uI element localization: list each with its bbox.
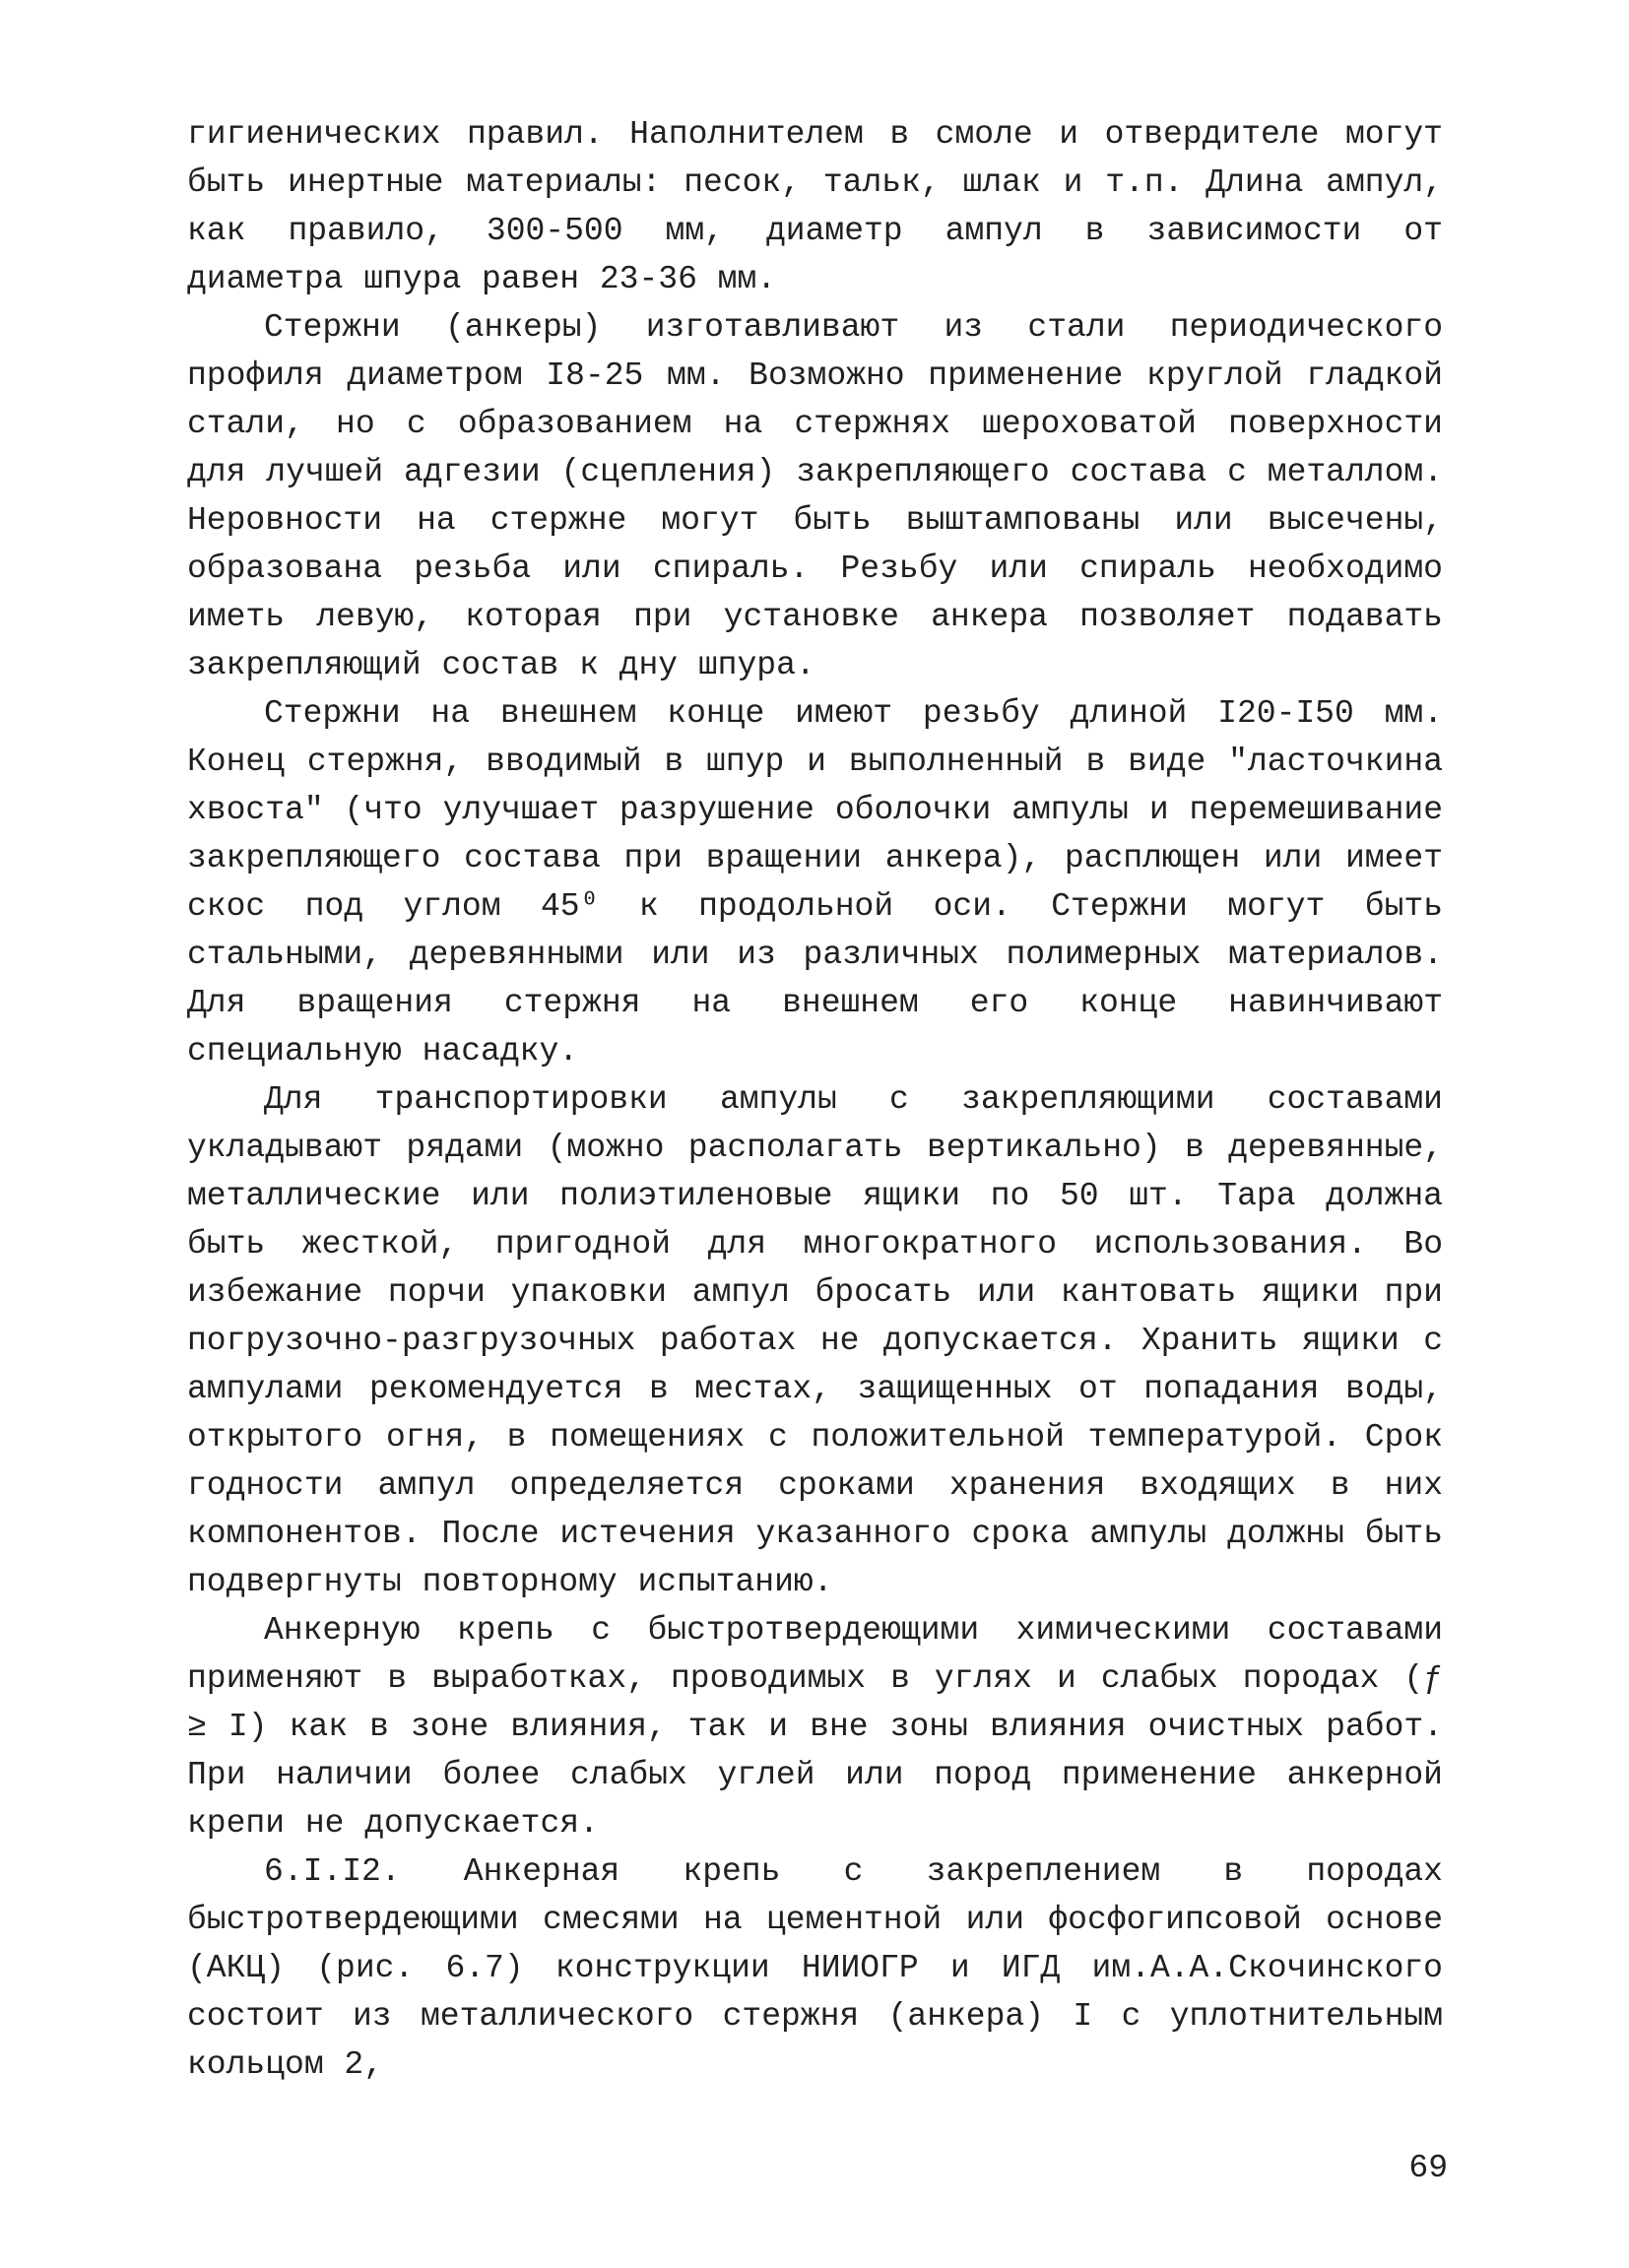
paragraph: 6.I.I2. Анкерная крепь с закреплением в породах быстротвердеющими смесями на цементной или фосфогипсовой основе (АКЦ) (рис. 6.7) конструкции НИИОГР и ИГД им.А.А.Скочинского состоит из металлического стержня (анкера) I с уплотнительным кольцом 2, [187,1853,1443,2083]
paragraph: гигиенических правил. Наполнителем в смоле и отвердителе могут быть инертные материалы: песок, тальк, шлак и т.п. Длина ампул, как правило, 300-500 мм, диаметр ампул в зависимости от диаметра шпура равен 23-36 мм. [187,116,1443,297]
page-number: 69 [1408,2150,1448,2186]
paragraph: Стержни на внешнем конце имеют резьбу длиной I20-I50 мм. Конец стержня, вводимый в шпур и выполненный в виде "ласточкина хвоста" (что улучшает разрушение оболочки ампулы и перемешивание закрепляющего состава при вращении анкера), расплющен или имеет скос под углом 45⁰ к продольной оси. Стержни могут быть стальными, деревянными или из различных полимерных материалов. Для вращения стержня на внешнем его конце навинчивают специальную насадку. [187,695,1443,1069]
paragraph: Анкерную крепь с быстротвердеющими химическими составами применяют в выработках, проводимых в углях и слабых породах (ƒ ≥ I) как в зоне влияния, так и вне зоны влияния очистных работ. При наличии более слабых углей или пород применение анкерной крепи не допускается. [187,1612,1443,1842]
paragraph: Для транспортировки ампулы с закрепляющими составами укладывают рядами (можно располагать вертикально) в деревянные, металлические или полиэтиленовые ящики по 50 шт. Тара должна быть жесткой, пригодной для многократного использования. Во избежание порчи упаковки ампул бросать или кантовать ящики при погрузочно-разгрузочных работах не допускается. Хранить ящики с ампулами рекомендуется в местах, защищенных от попадания воды, открытого огня, в помещениях с положительной температурой. Срок годности ампул определяется сроками хранения входящих в них компонентов. После истечения указанного срока ампулы должны быть подвергнуты повторному испытанию. [187,1081,1443,1600]
paragraph: Стержни (анкеры) изготавливают из стали периодического профиля диаметром I8-25 мм. Возможно применение круглой гладкой стали, но с образованием на стержнях шероховатой поверхности для лучшей адгезии (сцепления) закрепляющего состава с металлом. Неровности на стержне могут быть выштампованы или высечены, образована резьба или спираль. Резьбу или спираль необходимо иметь левую, которая при установке анкера позволяет подавать закрепляющий состав к дну шпура. [187,309,1443,683]
body-text [187,110,1443,2089]
